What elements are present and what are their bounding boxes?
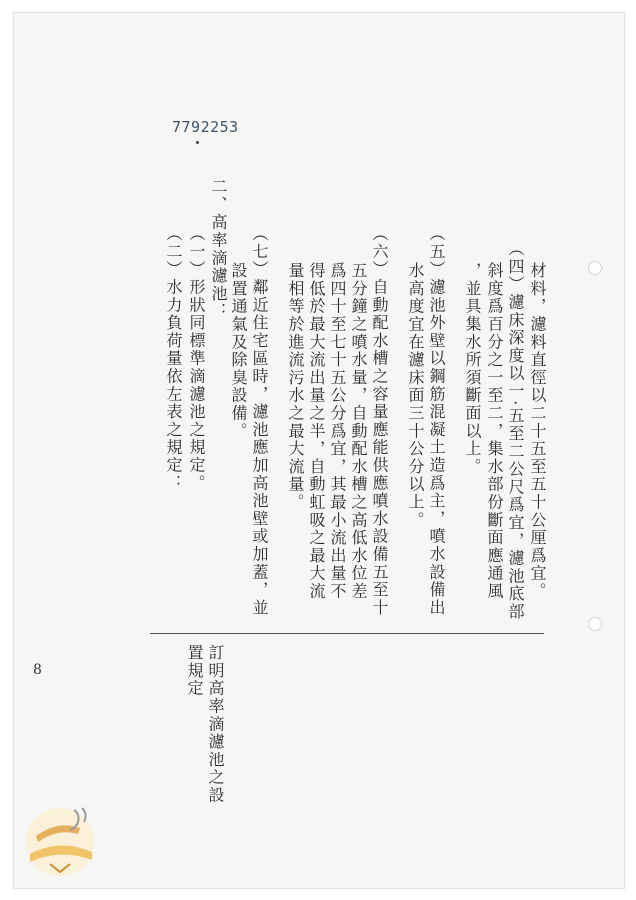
body-line: （六）自動配水槽之容量應能供應噴水設備五至十 <box>370 225 389 617</box>
body-line: 量相等於進流污水之最大流量。 <box>286 262 305 512</box>
library-stamp-logo <box>20 798 104 882</box>
body-line: 斜度爲百分之一至二，集水部份斷面應通風 <box>485 262 504 601</box>
margin-note-line: 置規定 <box>185 644 204 698</box>
dot-mark <box>196 141 199 144</box>
body-line: 設置通氣及除臭設備。 <box>229 262 248 440</box>
body-line: ，並具集水所須斷面以上。 <box>463 262 482 476</box>
margin-note-line: 訂明高率滴濾池之設 <box>206 644 225 805</box>
body-line: 五分鐘之噴水量，自動配水槽之高低水位差 <box>349 262 368 601</box>
document-number: 7792253 <box>172 118 239 136</box>
body-line: （二）水力負荷量依左表之規定： <box>164 225 183 492</box>
body-line: （七）鄰近住宅區時，濾池應加高池壁或加蓋，並 <box>250 225 269 617</box>
body-line: 爲四十至七十五公分爲宜，其最小流出量不 <box>328 262 347 601</box>
body-line: 材料，濾料直徑以二十五至五十公厘爲宜。 <box>528 262 547 601</box>
page-number: 8 <box>33 662 42 678</box>
punch-hole <box>588 617 602 631</box>
body-line: （一）形狀同標準滴濾池之規定。 <box>187 225 206 492</box>
divider-line <box>150 633 544 634</box>
punch-hole <box>588 261 602 275</box>
body-line: （五）濾池外壁以鋼筋混凝土造爲主，噴水設備出 <box>427 225 446 617</box>
body-line: （四）濾床深度以一·五至二公尺爲宜，濾池底部 <box>506 240 525 621</box>
body-line: 得低於最大流出量之半，自動虹吸之最大流 <box>307 262 326 601</box>
body-line: 水高度宜在濾床面三十公分以上。 <box>406 262 425 529</box>
section-heading: 二、高率滴濾池： <box>209 178 228 321</box>
